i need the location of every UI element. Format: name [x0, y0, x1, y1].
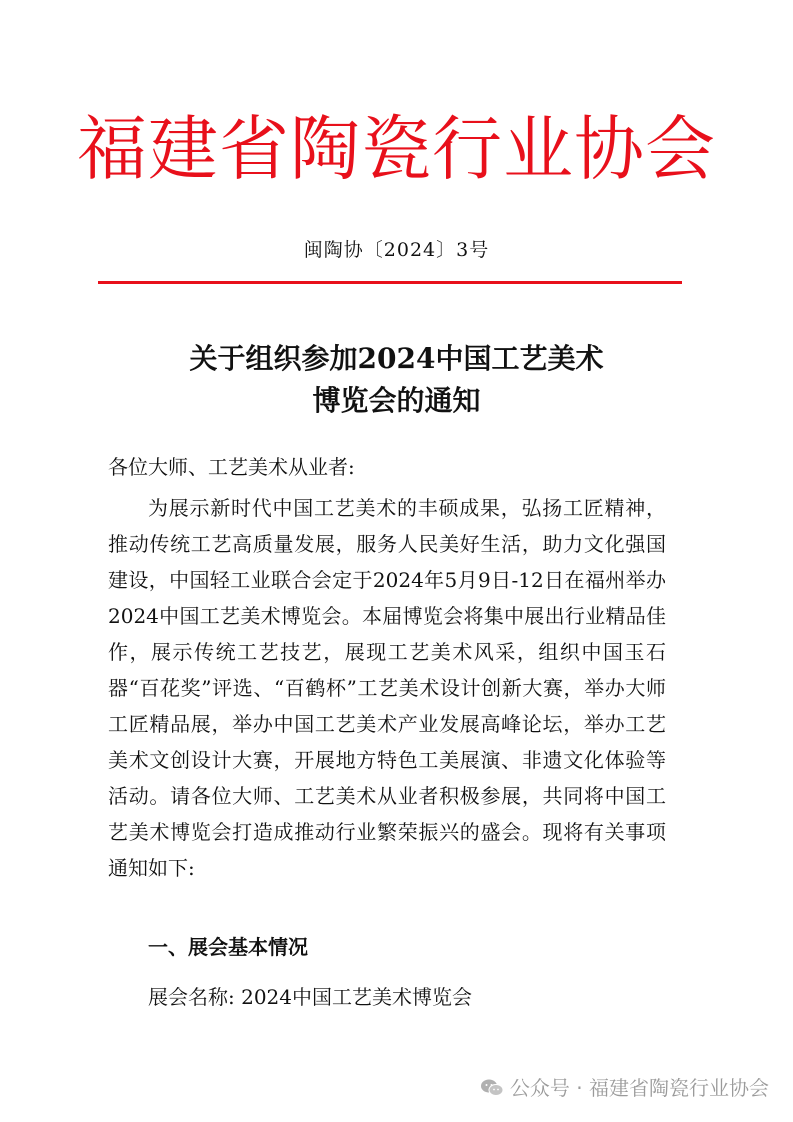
document-number: 闽陶协〔2024〕3号: [303, 239, 490, 261]
notice-title: [0, 338, 793, 422]
red-divider-line: [98, 281, 682, 284]
wechat-icon: [480, 1078, 504, 1098]
organization-title: 福建省陶瓷行业协会: [77, 108, 716, 190]
wechat-watermark: [480, 1073, 769, 1103]
notice-body-paragraph: 为展示新时代中国工艺美术的丰硕成果，弘扬工匠精神，推动传统工艺高质量发展，服务人民美好生活，助力文化强国建设，中国轻工业联合会定于2024年5月9日-12日在福州举办2024中国工艺美术博览会。本届博览会将集中展出行业精品佳作，展示传统工艺技艺，展现工艺美术风采，组织中国玉石器“百花奖”评选、“百鹤杯”工艺美术设计创新大赛，举办大师工匠精品展，举办中国工艺美术产业发展高峰论坛，举办工艺美术文创设计大赛，开展地方特色工美展演、非遗文化体验等活动。请各位大师、工艺美术从业者积极参展，共同将中国工艺美术博览会打造成推动行业繁荣振兴的盛会。现将有关事项通知如下:: [108, 496, 666, 880]
notice-title-line-1: 关于组织参加2024中国工艺美术: [189, 342, 604, 375]
notice-title-line-2: 博览会的通知: [312, 384, 481, 417]
watermark-text: 公众号 · 福建省陶瓷行业协会: [509, 1076, 769, 1100]
section-heading-basic-info: 一、展会基本情况: [148, 935, 308, 959]
salutation: 各位大师、工艺美术从业者:: [108, 455, 355, 479]
expo-name-line: 展会名称: 2024中国工艺美术博览会: [148, 985, 472, 1009]
